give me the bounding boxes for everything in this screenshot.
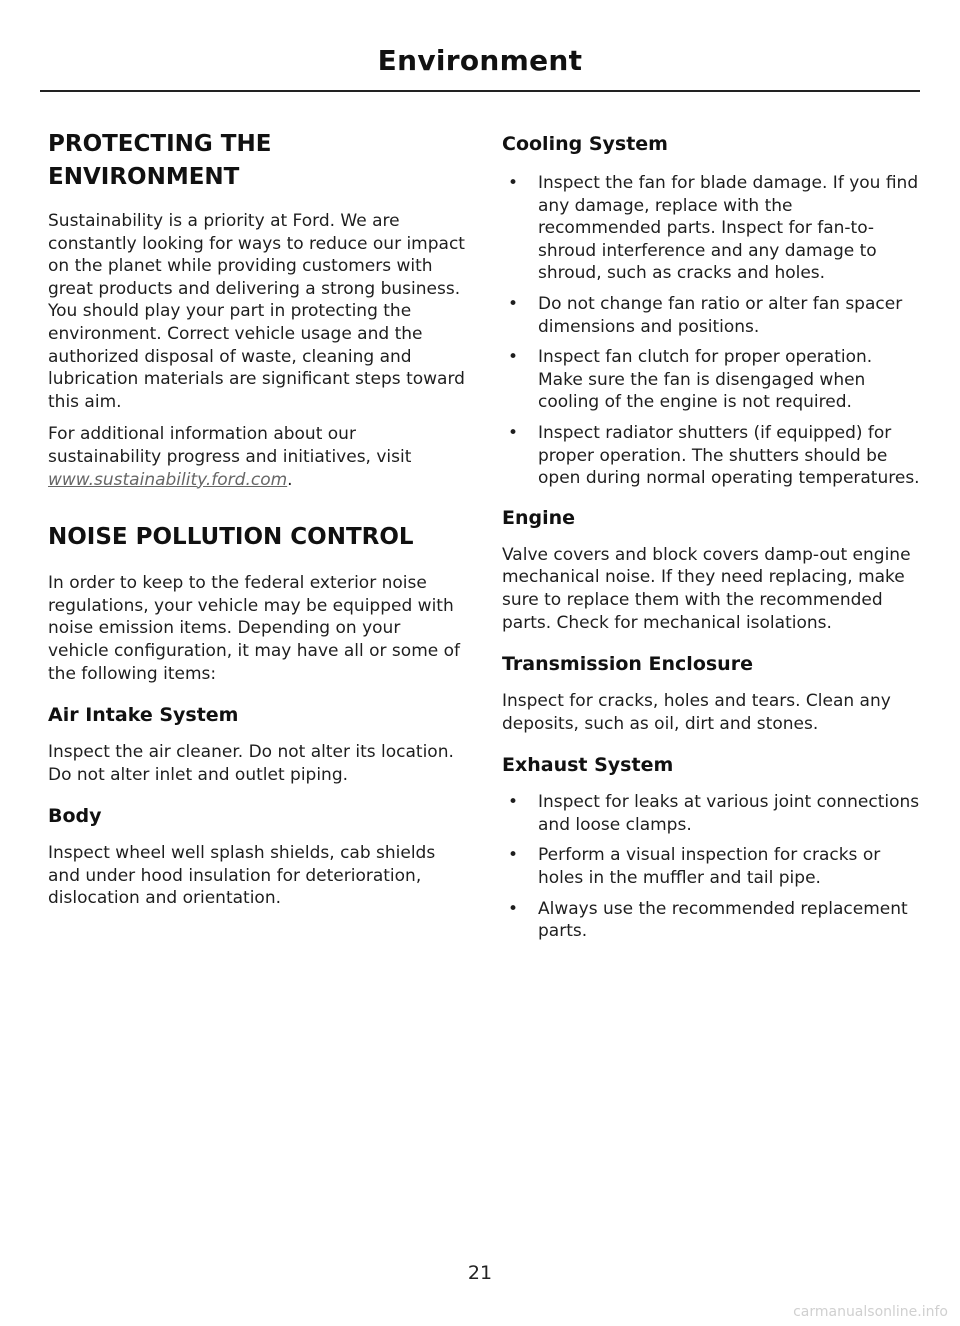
protecting-environment-heading: PROTECTING THE ENVIRONMENT [48, 131, 272, 190]
exhaust-system-heading: Exhaust System [502, 754, 674, 777]
list-item-text: Inspect fan clutch for proper operation. Make sure the fan is disengaged when cooling of the engine is not required. [538, 347, 873, 413]
cooling-system-list [502, 172, 920, 490]
list-item-text: Inspect the fan for blade damage. If you find any damage, replace with the recommended parts. Inspect for fan-to-shroud interference and any damage to shroud, such as cracks and holes. [538, 173, 919, 284]
bullet-icon: • [508, 845, 519, 866]
bullet-icon: • [508, 173, 519, 193]
list-item [502, 898, 920, 943]
engine-heading: Engine [502, 506, 576, 529]
list-item-text: Always use the recommended replacement parts. [538, 898, 908, 942]
body-paragraph: Inspect wheel well splash shields, cab shields and under hood insulation for deterioration, dislocation and orientation. [48, 843, 436, 909]
bullet-icon: • [508, 347, 519, 368]
bullet-icon: • [508, 792, 519, 813]
header-divider [40, 90, 920, 92]
exhaust-system-list [502, 791, 920, 943]
list-item-text: Inspect radiator shutters (if equipped) for proper operation. The shutters should be open during normal operating temperatures. [538, 422, 920, 489]
list-item [502, 791, 920, 836]
list-item-text: Perform a visual inspection for cracks or holes in the muffler and tail pipe. [538, 845, 881, 889]
noise-pollution-heading: NOISE POLLUTION CONTROL [48, 524, 414, 551]
sustainability-link[interactable]: www.sustainability.ford.com [48, 469, 288, 490]
left-column [48, 128, 466, 910]
right-column [502, 128, 920, 951]
sustainability-info-paragraph [48, 423, 466, 491]
protecting-environment-paragraph: Sustainability is a priority at Ford. We are constantly looking for ways to reduce our impact on the planet while providing customers with great products and delivering a strong business. You should play your part in protecting the environment. Correct vehicle usage and the authorized disposal of waste, cleaning and lubrication materials are significant steps toward this aim. [48, 211, 465, 412]
bullet-icon: • [508, 293, 519, 314]
transmission-enclosure-heading: Transmission Enclosure [502, 653, 753, 676]
list-item [502, 293, 920, 338]
list-item [502, 346, 920, 414]
transmission-enclosure-paragraph: Inspect for cracks, holes and tears. Clean any deposits, such as oil, dirt and stones. [502, 691, 891, 734]
body-heading: Body [48, 805, 102, 828]
sustainability-info-text: For additional information about our sustainability progress and initiatives, visit [48, 424, 412, 467]
air-intake-heading: Air Intake System [48, 704, 239, 727]
page-number: 21 [467, 1262, 493, 1284]
page-header-title: Environment [377, 44, 583, 77]
bullet-icon: • [508, 422, 519, 443]
list-item [502, 172, 920, 285]
bullet-icon: • [508, 898, 519, 919]
list-item-text: Do not change fan ratio or alter fan spacer dimensions and positions. [538, 293, 903, 337]
list-item-text: Inspect for leaks at various joint connections and loose clamps. [538, 792, 920, 835]
cooling-system-heading: Cooling System [502, 133, 668, 155]
engine-paragraph: Valve covers and block covers damp-out engine mechanical noise. If they need replacing, make sure to replace them with the recommended parts. Check for mechanical isolations. [502, 544, 911, 633]
noise-pollution-paragraph: In order to keep to the federal exterior noise regulations, your vehicle may be equipped with noise emission items. Depending on your vehicle configuration, it may have all or some of the following items: [48, 573, 461, 684]
sustainability-info-period: . [287, 469, 293, 490]
watermark: carmanualsonline.info [793, 1304, 948, 1320]
list-item [502, 844, 920, 889]
air-intake-paragraph: Inspect the air cleaner. Do not alter its location. Do not alter inlet and outlet piping. [48, 742, 454, 785]
list-item [502, 422, 920, 490]
